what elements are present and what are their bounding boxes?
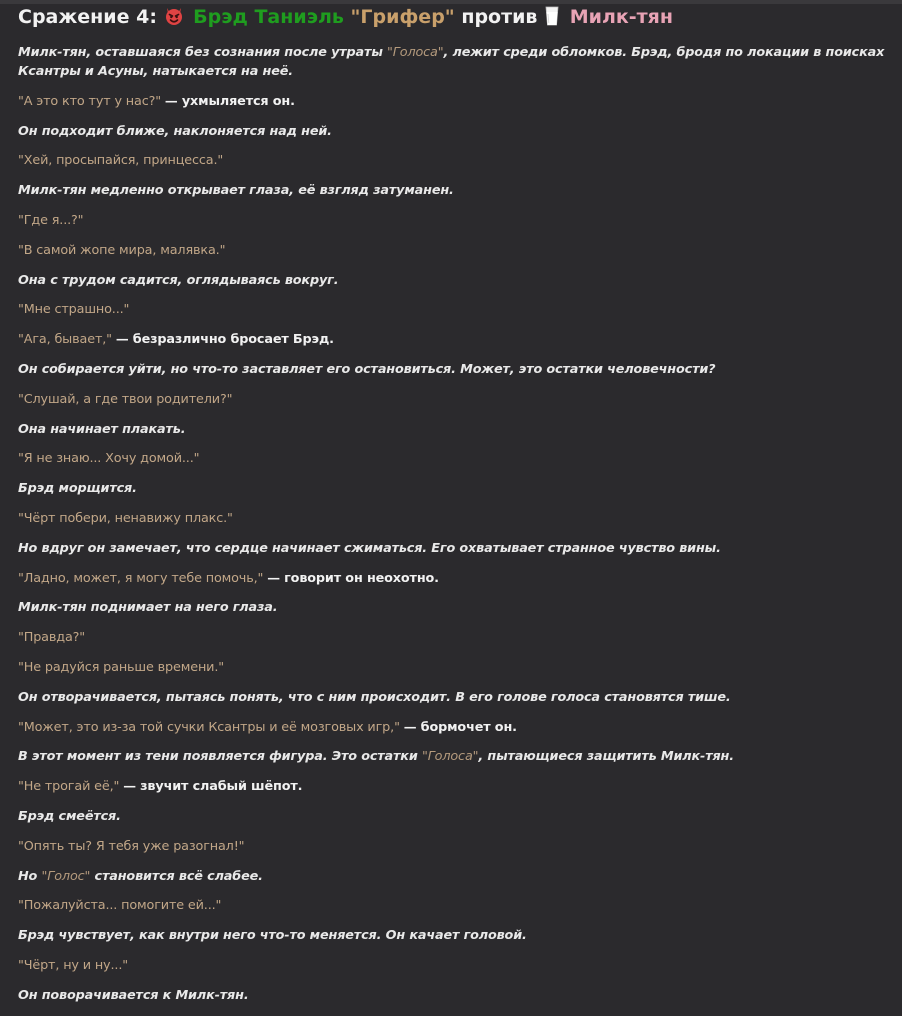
- narration-text: Милк-тян поднимает на него глаза.: [18, 600, 278, 616]
- narration-text: , пытающиеся защитить Милк-тян.: [478, 749, 734, 765]
- dialogue-line: [18, 956, 888, 975]
- fighter1-name: Брэд Таниэль: [193, 6, 344, 28]
- narration-text: Он подходит ближе, наклоняется над ней.: [18, 123, 332, 139]
- narration-text: , лежит среди обломков. Брэд, бродя по локации в поисках Ксантры и Асуны, натыкается на неё.: [18, 45, 885, 79]
- title-prefix: Сражение 4:: [18, 6, 157, 28]
- dialogue-line: [18, 658, 888, 677]
- narration-line: [18, 598, 888, 617]
- devil-face-icon: [164, 6, 184, 33]
- narration-text: Милк-тян медленно открывает глаза, её взгляд затуманен.: [18, 183, 454, 199]
- narration-text: Но: [18, 868, 42, 884]
- narration-text: Брэд чувствует, как внутри него что-то меняется. Он качает головой.: [18, 928, 527, 944]
- fighter1-nickname: "Грифер": [350, 6, 455, 28]
- dialogue-quote: "Чёрт побери, ненавижу плакс.": [18, 510, 233, 526]
- dialogue-line: [18, 509, 888, 528]
- narration-text: Он собирается уйти, но что-то заставляет его остановиться. Может, это остатки человечности?: [18, 361, 716, 377]
- dialogue-quote: "Не радуйся раньше времени.": [18, 659, 224, 675]
- speaker-tag: — бормочет он.: [403, 719, 517, 735]
- narration-line: [18, 43, 888, 81]
- dialogue-line: [18, 628, 888, 647]
- story-lines: [18, 43, 888, 1005]
- dialogue-quote: "Правда?": [18, 630, 86, 646]
- narration-line: [18, 867, 888, 886]
- voice-mention: "Голоса": [387, 45, 444, 60]
- dialogue-line: [18, 300, 888, 319]
- dialogue-quote: "Я не знаю... Хочу домой...": [18, 451, 200, 467]
- dialogue-line: [18, 92, 888, 111]
- narration-text: Милк-тян, оставшаяся без сознания после утраты: [18, 45, 388, 60]
- dialogue-line: [18, 569, 888, 588]
- milk-glass-icon: [544, 6, 560, 33]
- narration-text: становится всё слабее.: [90, 868, 263, 884]
- dialogue-line: [18, 241, 888, 260]
- dialogue-quote: "Пожалуйста... помогите ей...": [18, 898, 222, 914]
- voice-mention: "Голоса": [421, 749, 479, 765]
- battle-post: [18, 4, 888, 1016]
- dialogue-line: [18, 390, 888, 409]
- narration-text: Брэд смеётся.: [18, 808, 121, 824]
- narration-text: Она с трудом садится, оглядываясь вокруг.: [18, 272, 339, 288]
- narration-text: Она начинает плакать.: [18, 421, 186, 437]
- dialogue-quote: "А это кто тут у нас?": [18, 93, 161, 109]
- dialogue-line: [18, 777, 888, 796]
- speaker-tag: — звучит слабый шёпот.: [123, 779, 303, 795]
- narration-line: [18, 688, 888, 707]
- dialogue-quote: "Чёрт, ну и ну...": [18, 957, 128, 973]
- fighter2-name: Милк-тян: [569, 6, 673, 28]
- dialogue-line: [18, 330, 888, 349]
- narration-line: [18, 420, 888, 439]
- narration-text: Он поворачивается к Милк-тян.: [18, 987, 249, 1003]
- dialogue-line: [18, 211, 888, 230]
- versus-label: против: [461, 6, 538, 28]
- narration-line: [18, 479, 888, 498]
- dialogue-quote: "Мне страшно...": [18, 302, 130, 318]
- dialogue-line: [18, 151, 888, 170]
- dialogue-line: [18, 449, 888, 468]
- narration-line: [18, 360, 888, 379]
- dialogue-line: [18, 718, 888, 737]
- speaker-tag: — безразлично бросает Брэд.: [115, 332, 334, 348]
- narration-line: [18, 271, 888, 290]
- narration-text: Но вдруг он замечает, что сердце начинает сжиматься. Его охватывает странное чувство вины.: [18, 540, 721, 556]
- dialogue-quote: "Не трогай её,": [18, 779, 120, 795]
- dialogue-quote: "Хей, просыпайся, принцесса.": [18, 153, 224, 169]
- narration-text: В этот момент из тени появляется фигура. Это остатки: [18, 749, 422, 765]
- narration-text: Он отворачивается, пытаясь понять, что с ним происходит. В его голове голоса становятся тише.: [18, 689, 731, 705]
- dialogue-quote: "Может, это из-за той сучки Ксантры и её мозговых игр,": [18, 719, 400, 735]
- dialogue-quote: "Ага, бывает,": [18, 332, 112, 348]
- dialogue-line: [18, 837, 888, 856]
- dialogue-quote: "Слушай, а где твои родители?": [18, 391, 233, 407]
- dialogue-quote: "Опять ты? Я тебя уже разогнал!": [18, 838, 245, 854]
- narration-text: Брэд морщится.: [18, 481, 137, 497]
- narration-line: [18, 539, 888, 558]
- dialogue-quote: "В самой жопе мира, малявка.": [18, 242, 226, 258]
- narration-line: [18, 807, 888, 826]
- dialogue-line: [18, 896, 888, 915]
- speaker-tag: — говорит он неохотно.: [267, 570, 439, 586]
- dialogue-quote: "Ладно, может, я могу тебе помочь,": [18, 570, 264, 586]
- narration-line: [18, 747, 888, 766]
- narration-line: [18, 926, 888, 945]
- dialogue-quote: "Где я...?": [18, 212, 84, 228]
- speaker-tag: — ухмыляется он.: [164, 93, 295, 109]
- narration-line: [18, 122, 888, 141]
- page-title: [18, 4, 888, 30]
- narration-line: [18, 986, 888, 1005]
- narration-line: [18, 181, 888, 200]
- voice-mention: "Голос": [41, 868, 91, 884]
